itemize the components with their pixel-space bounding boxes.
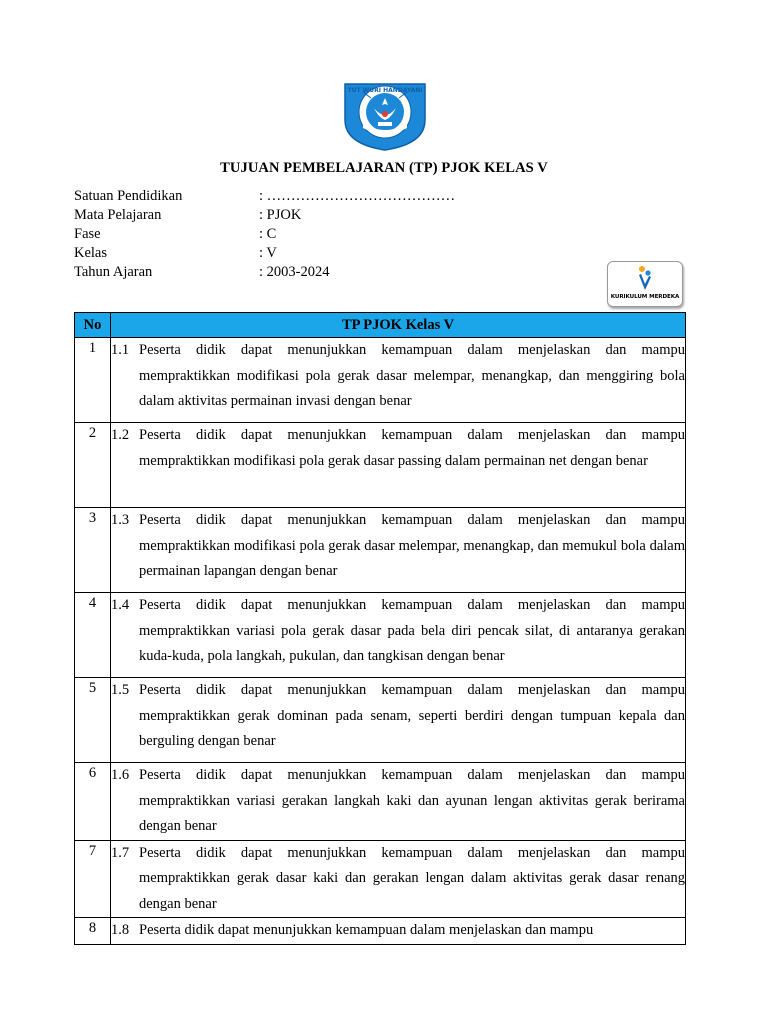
tp-description: Peserta didik dapat menunjukkan kemampuan dalam menjelaskan dan mampu mempraktikkan gerak dasar kaki dan gerakan lengan dalam aktivitas gerak dasar renang dengan benar xyxy=(139,844,685,912)
info-row-satuan-pendidikan xyxy=(74,187,574,206)
table-header-row xyxy=(75,313,686,338)
table-row xyxy=(75,763,686,841)
info-label: Tahun Ajaran xyxy=(74,264,153,280)
emblem-ring-text: TUT WURI HANDAYANI xyxy=(347,87,423,94)
tp-description: Peserta didik dapat menunjukkan kemampuan dalam menjelaskan dan mampu mempraktikkan modifikasi pola gerak dasar melempar, menangkap, dan memukul bola dalam permainan lapangan dengan benar xyxy=(139,512,685,579)
row-content xyxy=(111,763,686,841)
tut-wuri-handayani-logo xyxy=(341,78,429,152)
info-value: : V xyxy=(259,245,277,261)
row-number: 2 xyxy=(75,423,111,508)
row-number: 1 xyxy=(75,338,111,423)
tp-description: Peserta didik dapat menunjukkan kemampuan dalam menjelaskan dan mampu mempraktikkan modifikasi pola gerak dasar melempar, menangkap, dan menggiring bola dalam aktivitas permainan invasi dengan benar xyxy=(139,342,685,409)
info-row-fase xyxy=(74,225,574,244)
info-label: Satuan Pendidikan xyxy=(74,188,183,204)
row-content xyxy=(111,423,686,508)
tp-code: 1.6 xyxy=(111,767,130,783)
info-value: : C xyxy=(259,226,277,242)
info-row-tahun-ajaran xyxy=(74,263,574,282)
tp-description: Peserta didik dapat menunjukkan kemampuan dalam menjelaskan dan mampu mempraktikkan gerak dominan pada senam, seperti berdiri dengan tumpuan kepala dan berguling dengan benar xyxy=(139,682,685,749)
tp-code: 1.1 xyxy=(111,342,130,358)
row-content xyxy=(111,840,686,918)
info-row-kelas xyxy=(74,244,574,263)
info-value: : PJOK xyxy=(259,207,302,223)
tp-code: 1.7 xyxy=(111,844,130,861)
row-number: 4 xyxy=(75,593,111,678)
table-row xyxy=(75,840,686,918)
table-row xyxy=(75,423,686,508)
tp-code: 1.5 xyxy=(111,682,130,698)
column-header-tp: TP PJOK Kelas V xyxy=(111,313,686,338)
row-content xyxy=(111,338,686,423)
info-label: Kelas xyxy=(74,245,108,261)
tp-table xyxy=(74,312,686,945)
table-row xyxy=(75,593,686,678)
document-title: TUJUAN PEMBELAJARAN (TP) PJOK KELAS V xyxy=(220,160,548,176)
tp-description: Peserta didik dapat menunjukkan kemampuan dalam menjelaskan dan mampu mempraktikkan variasi gerakan langkah kaki dan ayunan lengan aktivitas gerak berirama dengan benar xyxy=(139,767,685,834)
info-row-mata-pelajaran xyxy=(74,206,574,225)
row-content xyxy=(111,678,686,763)
row-number: 6 xyxy=(75,763,111,841)
kurikulum-merdeka-badge xyxy=(607,261,683,307)
tp-code: 1.4 xyxy=(111,597,130,613)
info-value: : ………………………………… xyxy=(259,188,456,204)
table-row xyxy=(75,338,686,423)
tp-code: 1.3 xyxy=(111,512,130,528)
row-content xyxy=(111,508,686,593)
table-row xyxy=(75,678,686,763)
tp-code: 1.2 xyxy=(111,427,130,443)
tp-description: Peserta didik dapat menunjukkan kemampuan dalam menjelaskan dan mampu xyxy=(139,922,594,938)
row-number: 5 xyxy=(75,678,111,763)
tp-description: Peserta didik dapat menunjukkan kemampuan dalam menjelaskan dan mampu mempraktikkan variasi pola gerak dasar pada bela diri pencak silat, di antaranya gerakan kuda-kuda, pola langkah, pukulan, dan tangkisan dengan benar xyxy=(139,597,685,664)
tp-description: Peserta didik dapat menunjukkan kemampuan dalam menjelaskan dan mampu mempraktikkan modifikasi pola gerak dasar passing dalam permainan net dengan benar xyxy=(139,427,685,469)
info-value: : 2003-2024 xyxy=(259,264,330,280)
row-number: 7 xyxy=(75,840,111,918)
table-row xyxy=(75,508,686,593)
tp-code: 1.8 xyxy=(111,922,130,938)
info-label: Fase xyxy=(74,226,101,242)
info-label: Mata Pelajaran xyxy=(74,207,162,223)
table-row xyxy=(75,918,686,945)
badge-label: KURIKULUM MERDEKA xyxy=(610,294,680,300)
kurikulum-merdeka-logo-icon xyxy=(608,262,682,294)
row-content xyxy=(111,593,686,678)
row-content xyxy=(111,918,686,945)
identity-info xyxy=(74,187,574,282)
row-number: 3 xyxy=(75,508,111,593)
row-number: 8 xyxy=(75,918,111,945)
column-header-no: No xyxy=(75,313,111,338)
